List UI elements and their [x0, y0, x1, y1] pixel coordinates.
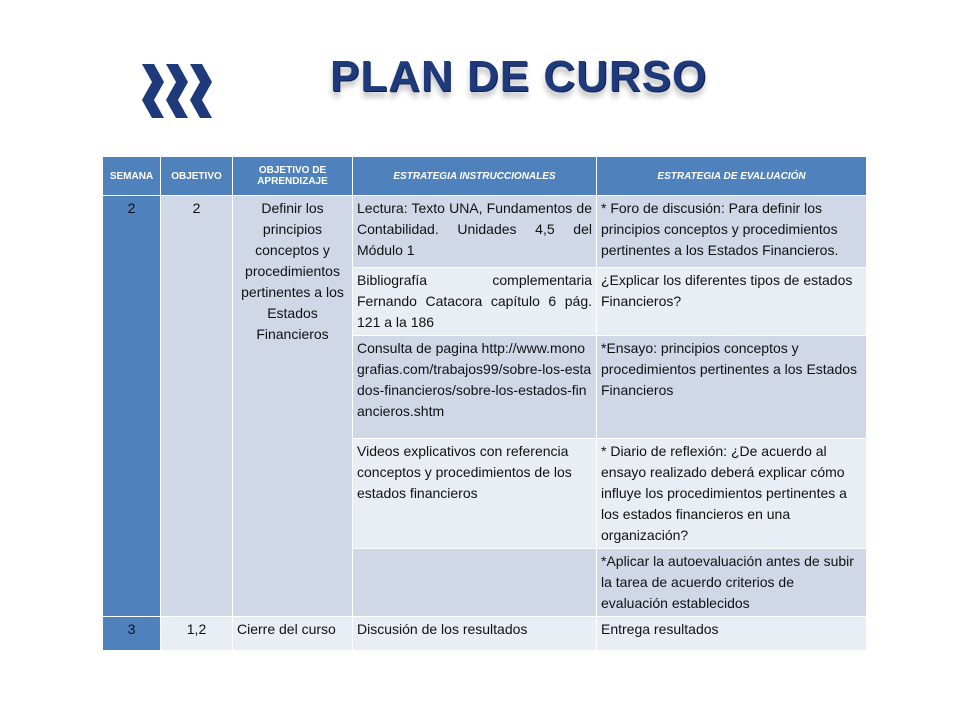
cell-instruccional: Lectura: Texto UNA, Fundamentos de Contabilidad. Unidades 4,5 del Módulo 1: [353, 196, 597, 268]
header-estrategia-evaluacion: ESTRATEGIA DE EVALUACIÓN: [597, 157, 867, 196]
cell-instruccional: [353, 549, 597, 617]
course-plan-table: [102, 156, 867, 651]
cell-semana: 2: [103, 196, 161, 617]
cell-objetivo: 2: [161, 196, 233, 617]
cell-objetivo: 1,2: [161, 617, 233, 651]
cell-objetivo-aprendizaje: Cierre del curso: [233, 617, 353, 651]
header-objetivo-aprendizaje: OBJETIVO DE APRENDIZAJE: [233, 157, 353, 196]
cell-instruccional: Discusión de los resultados: [353, 617, 597, 651]
table-header-row: [103, 157, 867, 196]
cell-evaluacion: *Aplicar la autoevaluación antes de subir la tarea de acuerdo criterios de evaluación establecidos: [597, 549, 867, 617]
header-estrategia-instruccionales: ESTRATEGIA INSTRUCCIONALES: [353, 157, 597, 196]
page-title: PLAN DE CURSO: [330, 52, 708, 101]
cell-semana: 3: [103, 617, 161, 651]
cell-instruccional: Consulta de pagina http://www.monografias.com/trabajos99/sobre-los-estados-financieros/sobre-los-estados-financieros.shtm: [353, 336, 597, 439]
cell-evaluacion: * Foro de discusión: Para definir los principios conceptos y procedimientos pertinentes a los Estados Financieros.: [597, 196, 867, 268]
table-row: [103, 196, 867, 268]
header-objetivo: OBJETIVO: [161, 157, 233, 196]
header-semana: SEMANA: [103, 157, 161, 196]
cell-evaluacion: *Ensayo: principios conceptos y procedimientos pertinentes a los Estados Financieros: [597, 336, 867, 439]
cell-instruccional: Bibliografía complementaria Fernando Catacora capítulo 6 pág. 121 a la 186: [353, 268, 597, 336]
cell-evaluacion: * Diario de reflexión: ¿De acuerdo al ensayo realizado deberá explicar cómo influye los procedimientos pertinentes a los estados financieros en una organización?: [597, 439, 867, 549]
university-logo: [140, 60, 216, 124]
table-row: [103, 617, 867, 651]
cell-evaluacion: Entrega resultados: [597, 617, 867, 651]
cell-evaluacion: ¿Explicar los diferentes tipos de estados Financieros?: [597, 268, 867, 336]
cell-instruccional: Videos explicativos con referencia conceptos y procedimientos de los estados financieros: [353, 439, 597, 549]
cell-objetivo-aprendizaje: Definir los principios conceptos y procedimientos pertinentes a los Estados Financieros: [233, 196, 353, 617]
